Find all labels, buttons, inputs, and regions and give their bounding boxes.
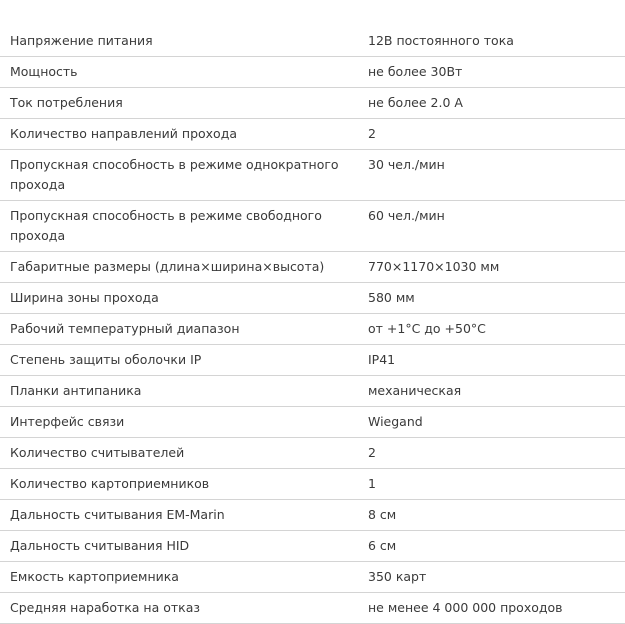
table-row <box>0 407 625 438</box>
spec-name: Количество считывателей <box>0 438 368 469</box>
spec-name: Ток потребления <box>0 88 368 119</box>
spec-name: Пропускная способность в режиме свободного прохода <box>0 201 368 252</box>
spec-value: 6 см <box>368 531 625 562</box>
spec-name: Пропускная способность в режиме однократного прохода <box>0 150 368 201</box>
spec-name: Дальность считывания EM-Marin <box>0 500 368 531</box>
spec-name: Планки антипаника <box>0 376 368 407</box>
table-row <box>0 26 625 57</box>
table-row <box>0 345 625 376</box>
spec-value: от +1°С до +50°С <box>368 314 625 345</box>
table-row <box>0 150 625 201</box>
spec-name: Напряжение питания <box>0 26 368 57</box>
spec-name: Габаритные размеры (длина×ширина×высота) <box>0 252 368 283</box>
table-row <box>0 119 625 150</box>
table-row <box>0 376 625 407</box>
table-row <box>0 593 625 624</box>
spec-value: не менее 4 000 000 проходов <box>368 593 625 624</box>
spec-value: 580 мм <box>368 283 625 314</box>
specifications-table <box>0 26 625 624</box>
spec-value: 30 чел./мин <box>368 150 625 201</box>
table-row <box>0 201 625 252</box>
spec-value: IP41 <box>368 345 625 376</box>
spec-name: Количество направлений прохода <box>0 119 368 150</box>
spec-value: 2 <box>368 119 625 150</box>
spec-name: Средняя наработка на отказ <box>0 593 368 624</box>
spec-value: 8 см <box>368 500 625 531</box>
table-row <box>0 283 625 314</box>
table-row <box>0 57 625 88</box>
table-row <box>0 469 625 500</box>
table-row <box>0 88 625 119</box>
table-row <box>0 562 625 593</box>
spec-name: Количество картоприемников <box>0 469 368 500</box>
table-row <box>0 252 625 283</box>
spec-value: не более 30Вт <box>368 57 625 88</box>
spec-value: 1 <box>368 469 625 500</box>
spec-name: Ширина зоны прохода <box>0 283 368 314</box>
spec-value: Wiegand <box>368 407 625 438</box>
spec-value: 770×1170×1030 мм <box>368 252 625 283</box>
spec-name: Степень защиты оболочки IP <box>0 345 368 376</box>
spec-name: Мощность <box>0 57 368 88</box>
table-row <box>0 314 625 345</box>
spec-name: Рабочий температурный диапазон <box>0 314 368 345</box>
table-row <box>0 500 625 531</box>
spec-name: Интерфейс связи <box>0 407 368 438</box>
spec-value: 60 чел./мин <box>368 201 625 252</box>
spec-value: механическая <box>368 376 625 407</box>
spec-value: 12В постоянного тока <box>368 26 625 57</box>
spec-value: не более 2.0 А <box>368 88 625 119</box>
spec-value: 350 карт <box>368 562 625 593</box>
spec-name: Дальность считывания HID <box>0 531 368 562</box>
spec-name: Емкость картоприемника <box>0 562 368 593</box>
table-row <box>0 531 625 562</box>
table-row <box>0 438 625 469</box>
spec-value: 2 <box>368 438 625 469</box>
